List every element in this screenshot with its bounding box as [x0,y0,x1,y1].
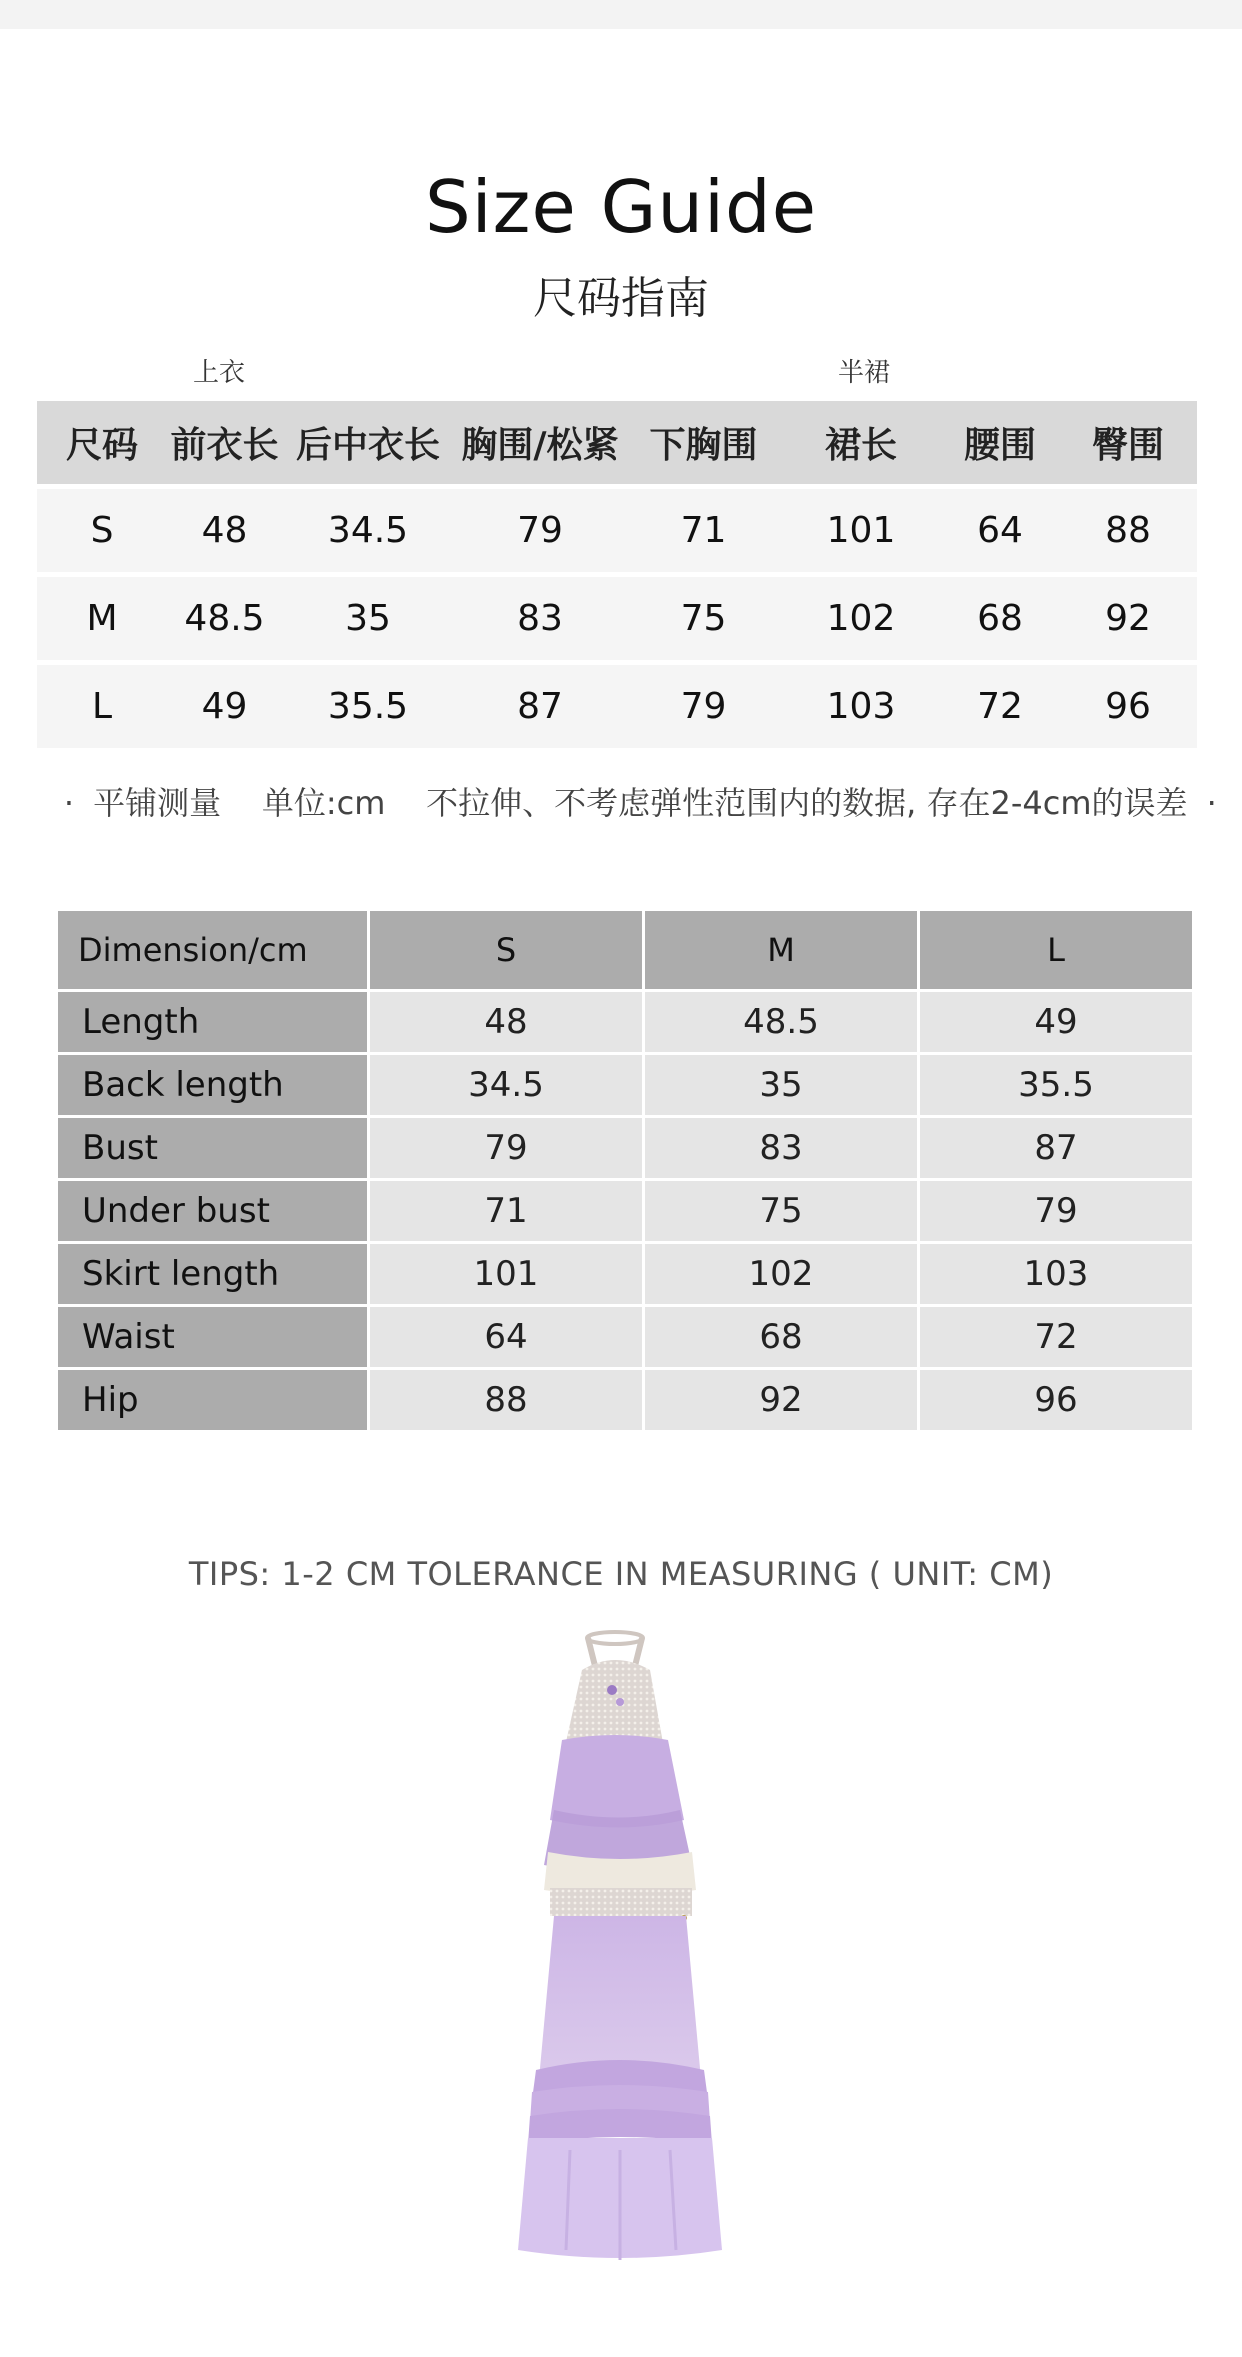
table-cell: 49 [920,992,1192,1052]
size-cell: M [37,575,167,663]
page-title: Size Guide [424,165,818,249]
en-header-cell: Dimension/cm [58,911,367,989]
cn-header-cell: 下胸围 [626,401,781,487]
note-item: 单位:cm [261,784,386,822]
table-cell: 92 [645,1370,917,1430]
table-cell: 64 [941,487,1059,575]
note-dot: · [1206,784,1217,822]
dimension-label: Bust [58,1118,367,1178]
page-subtitle: 尺码指南 [533,273,709,324]
table-cell: 88 [1059,487,1197,575]
cn-header-cell: 胸围/松紧 [454,401,626,487]
top-bar [0,0,1242,29]
table-cell: 96 [1059,663,1197,749]
table-cell: 87 [454,663,626,749]
table-cell: 34.5 [370,1055,642,1115]
en-table-header-row [58,911,1192,989]
skirt-group-label: 半裙 [838,358,891,388]
table-cell: 83 [645,1118,917,1178]
table-cell: 75 [645,1181,917,1241]
table-row [58,1118,1192,1178]
dimension-label: Skirt length [58,1244,367,1304]
en-header-cell: S [370,911,642,989]
table-cell: 72 [941,663,1059,749]
table-cell: 102 [781,575,941,663]
table-cell: 72 [920,1307,1192,1367]
table-cell: 71 [370,1181,642,1241]
table-cell: 83 [454,575,626,663]
table-cell: 101 [781,487,941,575]
cn-header-cell: 裙长 [781,401,941,487]
dimension-label: Hip [58,1370,367,1430]
table-cell: 35 [282,575,454,663]
dimension-label: Back length [58,1055,367,1115]
table-cell: 48 [370,992,642,1052]
table-cell: 87 [920,1118,1192,1178]
table-row [58,992,1192,1052]
cn-header-cell: 臀围 [1059,401,1197,487]
note-dot: · [63,784,75,822]
table-cell: 35.5 [282,663,454,749]
dimension-label: Under bust [58,1181,367,1241]
table-cell: 79 [454,487,626,575]
table-cell: 48.5 [645,992,917,1052]
table-cell: 103 [781,663,941,749]
en-header-cell: M [645,911,917,989]
en-dimension-table [55,908,1195,1433]
table-cell: 79 [370,1118,642,1178]
table-row [58,1370,1192,1430]
table-cell: 64 [370,1307,642,1367]
dimension-label: Length [58,992,367,1052]
cn-header-cell: 尺码 [37,401,167,487]
table-cell: 35.5 [920,1055,1192,1115]
table-cell: 88 [370,1370,642,1430]
cn-size-table [37,401,1197,748]
dress-product-image [470,1630,770,2270]
table-row [37,575,1197,663]
table-cell: 92 [1059,575,1197,663]
table-cell: 34.5 [282,487,454,575]
top-group-label: 上衣 [193,358,246,388]
table-cell: 96 [920,1370,1192,1430]
size-cell: S [37,487,167,575]
table-cell: 48.5 [167,575,282,663]
table-cell: 75 [626,575,781,663]
table-cell: 35 [645,1055,917,1115]
table-cell: 101 [370,1244,642,1304]
table-cell: 49 [167,663,282,749]
table-cell: 79 [626,663,781,749]
table-row [58,1181,1192,1241]
cn-table-header-row [37,401,1197,487]
note-item: 不拉伸、不考虑弹性范围内的数据, 存在2-4cm的误差 [426,784,1188,822]
cn-header-cell: 腰围 [941,401,1059,487]
tolerance-tips: TIPS: 1-2 CM TOLERANCE IN MEASURING ( UNIT: CM) [188,1555,1054,1593]
table-cell: 48 [167,487,282,575]
note-item: 平铺测量 [93,784,222,822]
dimension-label: Waist [58,1307,367,1367]
table-row [37,663,1197,749]
table-cell: 79 [920,1181,1192,1241]
en-header-cell: L [920,911,1192,989]
table-cell: 102 [645,1244,917,1304]
size-cell: L [37,663,167,749]
table-row [58,1244,1192,1304]
cn-header-cell: 后中衣长 [282,401,454,487]
measurement-note [55,778,1217,824]
table-cell: 68 [941,575,1059,663]
table-row [37,487,1197,575]
table-cell: 68 [645,1307,917,1367]
table-row [58,1055,1192,1115]
cn-header-cell: 前衣长 [167,401,282,487]
table-cell: 71 [626,487,781,575]
table-cell: 103 [920,1244,1192,1304]
table-row [58,1307,1192,1367]
